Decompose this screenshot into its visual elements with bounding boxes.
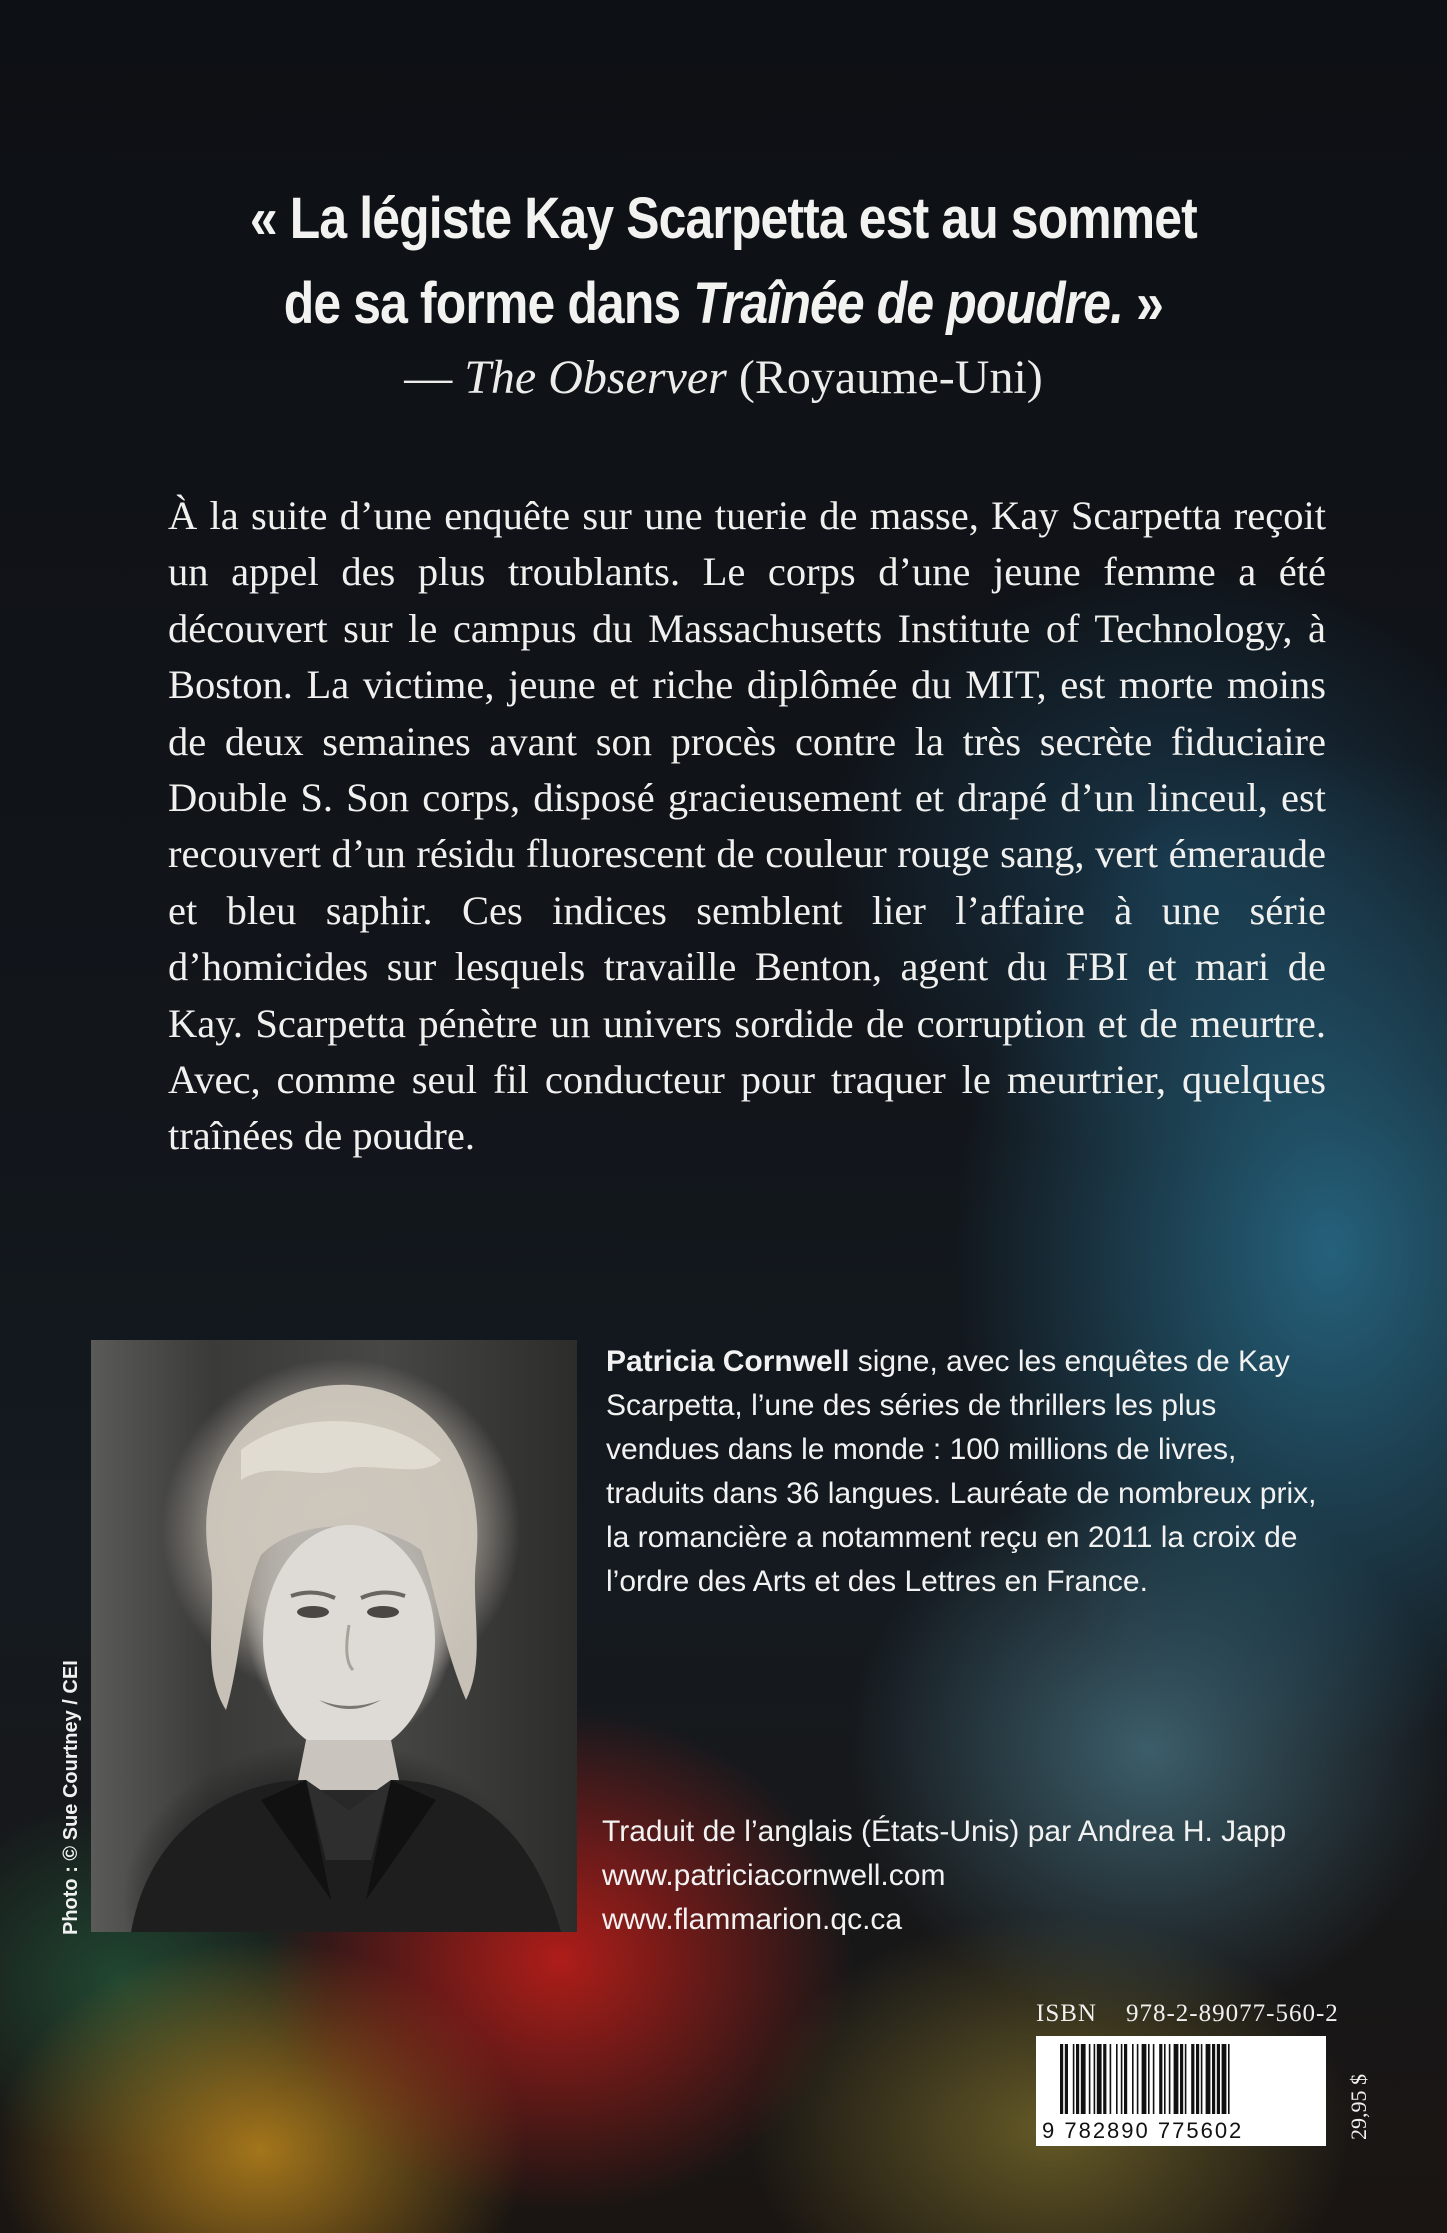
barcode-bar xyxy=(1081,2044,1086,2114)
author-portrait-shapes xyxy=(91,1340,577,1932)
barcode-bar xyxy=(1217,2044,1220,2114)
barcode-bar xyxy=(1169,2044,1171,2114)
barcode-bar xyxy=(1153,2044,1155,2114)
synopsis-paragraph: À la suite d’une enquête sur une tuerie de masse, Kay Scarpetta reçoit un appel des plus troublants. Le corps d’une jeune femme a été découvert sur le campus du Massachusetts Institute of Technology, à Boston. La victime, jeune et riche diplômée du MIT, est morte moins de deux semaines avant son procès contre la très secrète fiduciaire Double S. Son corps, disposé gracieusement et drapé d’un linceul, est recouvert d’un résidu fluorescent de couleur rouge sang, vert émeraude et bleu saphir. Ces indices semblent lier l’affaire à une série d’homicides sur lesquels travaille Benton, agent du FBI et mari de Kay. Scarpetta pénètre un univers sordide de corruption et de meurtre. Avec, comme seul fil conducteur pour traquer le meurtrier, quelques traînées de poudre. xyxy=(168,493,1326,1159)
quote-book-title: Traînée de poudre. xyxy=(693,271,1124,336)
barcode-bar xyxy=(1191,2044,1194,2114)
author-bio-text: signe, avec les enquêtes de Kay Scarpetta, l’une des séries de thrillers les plus vendues dans le monde : 100 millions de livres, traduits dans 36 langues. Lauréate de nombreux prix, la romancière a notamment reçu en 2011 la croix de l’ordre des Arts et des Lettres en France. xyxy=(606,1345,1317,1598)
author-photo xyxy=(91,1340,577,1932)
barcode-bar xyxy=(1196,2044,1199,2114)
quote-line-2-prefix: de sa forme dans xyxy=(283,271,694,336)
isbn-label: ISBN xyxy=(1036,2000,1097,2027)
publication-credits xyxy=(602,1810,1342,1942)
barcode-bar xyxy=(1073,2044,1075,2114)
barcode-bar xyxy=(1060,2044,1063,2114)
barcode-bar xyxy=(1201,2044,1203,2114)
barcode-bar xyxy=(1103,2044,1106,2114)
barcode-bar xyxy=(1222,2044,1227,2114)
barcode-bar xyxy=(1089,2044,1091,2114)
author-website-link[interactable]: www.patriciacornwell.com xyxy=(602,1859,946,1892)
barcode-bar xyxy=(1142,2044,1147,2114)
attribution-source: The Observer xyxy=(464,351,727,404)
quote-line-2 xyxy=(101,270,1345,337)
attribution-dash: — xyxy=(404,351,465,404)
barcode-bar xyxy=(1132,2044,1134,2114)
barcode xyxy=(1036,2036,1326,2146)
quote-attribution xyxy=(0,350,1447,405)
quote-line-2-suffix: » xyxy=(1123,271,1164,336)
barcode-bar xyxy=(1110,2044,1112,2114)
barcode-bar xyxy=(1065,2044,1068,2114)
barcode-bar xyxy=(1159,2044,1162,2114)
barcode-bar xyxy=(1174,2044,1179,2114)
barcode-bars xyxy=(1036,2036,1326,2118)
isbn-line xyxy=(1036,2000,1339,2028)
publisher-website-link[interactable]: www.flammarion.qc.ca xyxy=(602,1903,903,1936)
barcode-bar xyxy=(1228,2044,1230,2114)
barcode-bar xyxy=(1164,2044,1166,2114)
author-name: Patricia Cornwell xyxy=(606,1345,850,1378)
barcode-digits: 9 782890 775602 xyxy=(1042,2118,1244,2143)
attribution-country: (Royaume-Uni) xyxy=(726,351,1043,404)
isbn-number: 978-2-89077-560-2 xyxy=(1125,2000,1339,2027)
translation-credit: Traduit de l’anglais (États-Unis) par Andrea H. Japp xyxy=(602,1815,1287,1848)
barcode-bar xyxy=(1121,2044,1123,2114)
barcode-bar xyxy=(1124,2044,1127,2114)
quote-line-1: « La légiste Kay Scarpetta est au sommet xyxy=(249,186,1197,251)
barcode-bar xyxy=(1185,2044,1187,2114)
author-bio xyxy=(606,1340,1326,1604)
barcode-bar xyxy=(1180,2044,1183,2114)
barcode-bar xyxy=(1076,2044,1079,2114)
barcode-bar xyxy=(1094,2044,1096,2114)
photo-credit: Photo : © Sue Courtney / CEI xyxy=(60,1660,82,1935)
barcode-bar xyxy=(1206,2044,1211,2114)
barcode-bar xyxy=(1137,2044,1139,2114)
barcode-bar xyxy=(1097,2044,1102,2114)
barcode-bar xyxy=(1212,2044,1215,2114)
barcode-bar xyxy=(1148,2044,1150,2114)
price: 29,95 $ xyxy=(1346,2074,1371,2140)
barcode-bar xyxy=(1116,2044,1118,2114)
